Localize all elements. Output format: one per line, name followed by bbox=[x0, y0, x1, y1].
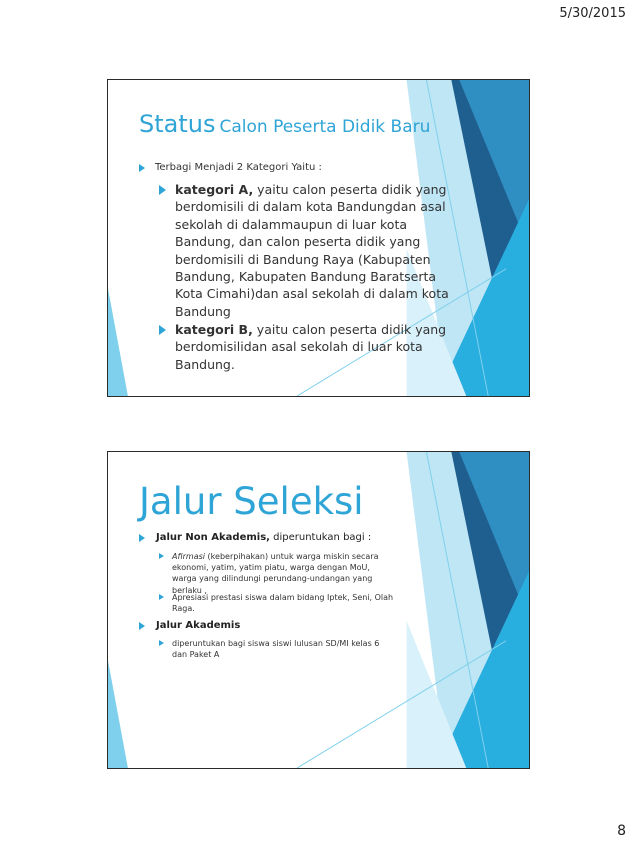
non-akademis-label: Jalur Non Akademis, bbox=[156, 532, 270, 543]
bullet-arrow-icon bbox=[159, 640, 164, 646]
bullet-arrow-icon bbox=[159, 185, 166, 195]
page-date: 5/30/2015 bbox=[559, 6, 626, 21]
bullet-kategori-a bbox=[159, 181, 459, 320]
bullet-arrow-icon bbox=[159, 325, 166, 335]
akademis-label: Jalur Akademis bbox=[156, 620, 241, 631]
slide-title: Jalur Seleksi bbox=[139, 480, 364, 523]
bullet-arrow-icon bbox=[159, 553, 164, 559]
title-sub: Calon Peserta Didik Baru bbox=[219, 117, 431, 137]
title-main: Status bbox=[139, 110, 216, 138]
bullet-text bbox=[172, 551, 394, 596]
afirmasi-text: (keberpihakan) untuk warga miskin secara ekonomi, yatim, yatim piatu, warga dengan MoU, warga yang dilindungi perundang-undangan yang berlaku , bbox=[172, 552, 379, 595]
bullet-text bbox=[175, 181, 459, 320]
bullet-non-akademis bbox=[139, 532, 371, 543]
kategori-a-label: kategori A, bbox=[175, 182, 254, 197]
kategori-b-text: yaitu calon peserta didik yang berdomisilidan asal sekolah di luar kota Bandung. bbox=[175, 322, 447, 372]
bullet-arrow-icon bbox=[159, 594, 164, 600]
kategori-b-label: kategori B, bbox=[175, 322, 253, 337]
bullet-text: Apresiasi prestasi siswa dalam bidang Iptek, Seni, Olah Raga. bbox=[172, 593, 394, 614]
bullet-akademis-detail bbox=[159, 638, 394, 660]
non-akademis-text: diperuntukan bagi : bbox=[269, 532, 372, 543]
bullet-intro bbox=[139, 162, 322, 173]
bullet-apresiasi bbox=[159, 592, 394, 614]
page-number: 8 bbox=[617, 823, 626, 839]
bullet-kategori-b bbox=[159, 321, 459, 373]
bullet-text bbox=[175, 321, 459, 373]
bullet-arrow-icon bbox=[139, 164, 145, 172]
bullet-akademis bbox=[139, 620, 240, 631]
bullet-arrow-icon bbox=[139, 534, 145, 542]
bullet-text: Terbagi Menjadi 2 Kategori Yaitu : bbox=[155, 162, 322, 173]
bullet-arrow-icon bbox=[139, 622, 145, 630]
afirmasi-label: Afirmasi bbox=[172, 552, 206, 561]
bullet-text: diperuntukan bagi siswa siswi lulusan SD/MI kelas 6 dan Paket A bbox=[172, 639, 380, 660]
slide-status bbox=[107, 79, 530, 397]
slide-title bbox=[139, 110, 430, 138]
kategori-a-text: yaitu calon peserta didik yang berdomisili di dalam kota Bandungdan asal sekolah di dalammaupun di luar kota Bandung, dan calon peserta didik yang berdomisili di Bandung Raya (Kabupaten Bandung, Kabupaten Bandung Baratserta Kota Cimahi)dan asal sekolah di dalam kota Bandung bbox=[175, 182, 449, 319]
bullet-text bbox=[156, 532, 371, 543]
slide-jalur-seleksi bbox=[107, 451, 530, 769]
bullet-afirmasi bbox=[159, 551, 394, 596]
